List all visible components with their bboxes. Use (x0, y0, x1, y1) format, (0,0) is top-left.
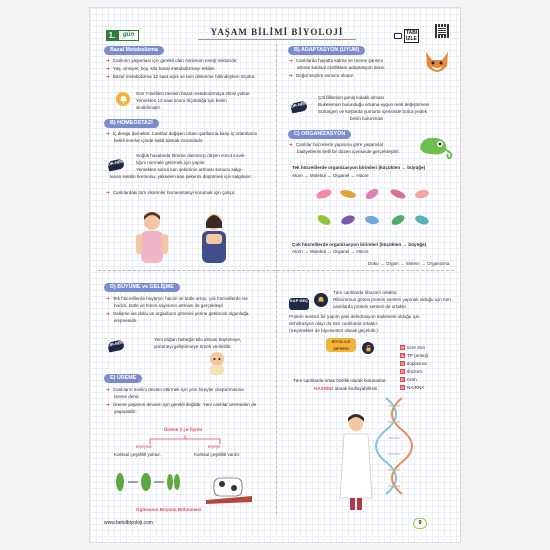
code-item: E nzim (401, 377, 417, 382)
code-item: S itoplazma (401, 361, 427, 366)
page-tab (424, 514, 461, 534)
common-features-text: Tüm canlılarda ortak özellik olarak bulunanlar: (293, 378, 387, 383)
people-illustration (126, 208, 246, 268)
section-tag-ureme: E) ÜREME (104, 374, 142, 383)
euglena-division-illustration (106, 464, 256, 508)
ornek-badge: ÖR-NEK (107, 339, 125, 352)
qr-code-icon[interactable] (435, 24, 449, 38)
example-line: besin bulunması (350, 116, 384, 121)
example-line: Yeni doğan bebeğin kilo alması büyümeye, (154, 337, 242, 342)
asexual-desc: Kalıtsal çeşitlilik yoktur. (114, 452, 161, 457)
code-item: A TP (enerji) (401, 353, 429, 358)
scientist-dna-illustration (326, 394, 416, 514)
multicellular-title: Çok hücrelilerde organizasyon birimleri (küçükten → büyüğe) (292, 242, 427, 247)
person-hot-illustration (136, 212, 168, 263)
section-tag-adaptasyon: B) ADAPTASYON (UYUM) (288, 46, 365, 55)
unicellular-chain: Atom → Molekül → Organel → Hücre (292, 173, 369, 178)
bullet-item: ➜ Bazal metabolizma 12 saat açlık ve tam dinlenme hâlindeyken ölçülür. (106, 74, 256, 79)
multicellular-chain-2: Doku → Organ → Sistem → Organizma (368, 261, 450, 266)
bullet-item: ➜ Üreme yaşamın devamı için gerekli değildir. Yani canlılar üremeden de (106, 402, 257, 407)
ornek-badge: ÖR-NEK (290, 100, 308, 113)
note-line: Ribozomun görevi protein sentezi yapmak olduğu için tüm (333, 297, 451, 302)
section-tag-homeostazi: B) HOMEOSTAZİ (104, 119, 159, 128)
code-item: R ibozom (401, 369, 422, 374)
column-divider (276, 44, 277, 514)
bullet-continuation: belirli sınırlar içinde sabit tutmak zorundadır. (114, 138, 204, 143)
bullet-item: ➜ Canlıların neslini devam ettirmek için yeni bireyler oluşturmasına (106, 387, 244, 392)
code-item: D NA/RNA (401, 385, 425, 390)
example-line: Bukelemun bulunduğu ortama uygun renk değiştirmesi (318, 102, 430, 107)
code-item: H ücre Zarı (401, 345, 426, 350)
section-tag-bazal: Bazal Metabolizma (104, 46, 164, 55)
unicellular-title: Tek hücrelilerde organizasyon birimleri (küçükten → büyüğe) (292, 165, 426, 170)
book-page (89, 7, 461, 543)
bullet-item: ➜ Yaş, cinsiyet, boy, kilo bazal metabolizmayı etkiler. (106, 66, 216, 71)
example-line: Sürüngen ve kuşlarda yumurta içerisinde bolca yedek (318, 109, 428, 114)
watch-label: TABİ İZLE (406, 30, 418, 42)
baby-illustration (204, 350, 230, 376)
example-line: Soğuk havalarda titreme davranışı düşen vücut sıcak- (136, 153, 246, 158)
bullet-item: ➜ Tek hücrelilerde büyüme; hacim ve kütle artışı, çok hücrelilerde ise (106, 296, 248, 301)
bullet-item: ➜ Doğal seçilim sonucu oluşur. (289, 73, 355, 78)
section-tag-organizasyon: C) ORGANİZASYON (288, 130, 351, 139)
bullet-item: ➜ Canlılardaki tüm sistemler homeostasiyi korumak için çalışır. (106, 190, 236, 195)
cells-illustration (314, 184, 434, 234)
lock-icon (362, 342, 374, 354)
sexual-desc: Kalıtsal çeşitlilik vardır. (194, 452, 241, 457)
note-line: dehidrasyon olayı da tüm canlılarda ortaktır. (289, 321, 379, 326)
example-line: Yemekten sonra kan şekerinin artması sonucu salgı- (136, 167, 243, 172)
bullet-item: ➜ Canlılar hücrelerin yapısına göre yaşamsal (289, 142, 383, 147)
day-label: gün (118, 30, 139, 41)
bullet-item: ➜ Canlının yaşaması için gerekli olan minimum enerji miktarıdır. (106, 58, 238, 63)
multicellular-chain-1: Atom → Molekül → Organel → Hücre (292, 249, 369, 254)
section-divider (98, 270, 454, 271)
note-line: Tüm canlılarda ribozom ortaktır. (333, 290, 398, 295)
watch-badge[interactable] (394, 29, 419, 43)
bullet-item: ➜ İç denge demektir. Canlılar değişen ortam şartlarına karşı iç ortamlarını (106, 131, 258, 136)
tv-icon (394, 33, 402, 39)
kapsec-badge: KAP GEÇ (289, 298, 309, 310)
day-number: 1. (106, 30, 118, 41)
note-line: (Seçenekler de biyosentez olarak geçebilir.) (289, 328, 378, 333)
example-line: yürümeyi geliştirmeye örnek verilebilir. (154, 344, 232, 349)
note-line: sindirilmiştir. (136, 105, 162, 110)
code-line: HASRED olarak kodlayabilirsin. (314, 386, 379, 391)
bullet-item: ➜ Canlılarda hayatta kalma ve üreme şansını (289, 58, 384, 63)
bullet-continuation: yaşayabilir. (114, 409, 137, 414)
note-line: Yemekten 12 saat sonra ölçüldüğü için besin (136, 98, 227, 103)
bullet-continuation: artıran kalıtsal özelliklere adaptasyon denir. (297, 65, 386, 70)
bullet-item: ➜ Gelişme ise doku ve organların görevini yerine getirecek olgunluğa (106, 311, 249, 316)
bell-icon (116, 92, 130, 106)
website-url[interactable]: www.betulbiyoloji.com (104, 520, 153, 526)
example-line: Çöl filllerinin geniş kulaklı olması (318, 95, 385, 100)
note-line: canlılarda protein sentezi de ortaktır. (333, 304, 408, 309)
example-line: lanan insülin hormonu, yükselen kan şekerini düşürmek için salgılanır. (110, 174, 252, 179)
page-title: YAŞAM BİLİMİ BİYOLOJİ (198, 25, 356, 40)
bullet-continuation: hacim, kütle ve hücre sayısının artması ile gerçekleşir. (114, 303, 225, 308)
page-number: 9 (413, 518, 427, 529)
note-line: Protein sentezi bir yapım yani dehidrasyon tepkimesi olduğu için (289, 314, 420, 319)
biyoloji-sifresi-badge: BİYOLOJİ ŞİFRESİ (326, 338, 356, 352)
reproduction-types-title: Üreme 2 çe fiyrılır (164, 427, 203, 432)
fox-illustration (420, 48, 454, 80)
day-badge (106, 30, 146, 41)
bullet-continuation: üreme denir. (114, 394, 140, 399)
bullet-continuation: faaliyetlerini belli bir düzen içerisinde gerçekleştirir. (297, 149, 400, 154)
euglena-caption: Öglenanın Boyuna Bölünmesi (136, 507, 202, 512)
note-line: Son Yıkeltilen besinin bazal metabolizmaya etkisi yoktur. (136, 91, 251, 96)
code-word: HASRED (314, 386, 334, 391)
bell-icon (314, 293, 328, 307)
section-tag-buyume: D) BÜYÜME ve GELİŞME (104, 283, 180, 292)
asexual-label: Eşeysiz (136, 444, 152, 449)
bullet-continuation: erişmesidir. (114, 318, 138, 323)
ornek-badge: ÖR-NEK (107, 158, 125, 171)
chameleon-illustration (416, 130, 456, 160)
sexual-label: Eşeyli (208, 444, 221, 449)
example-line: lığını normale getirmek için yapılır. (136, 160, 206, 165)
person-cold-illustration (202, 214, 226, 263)
